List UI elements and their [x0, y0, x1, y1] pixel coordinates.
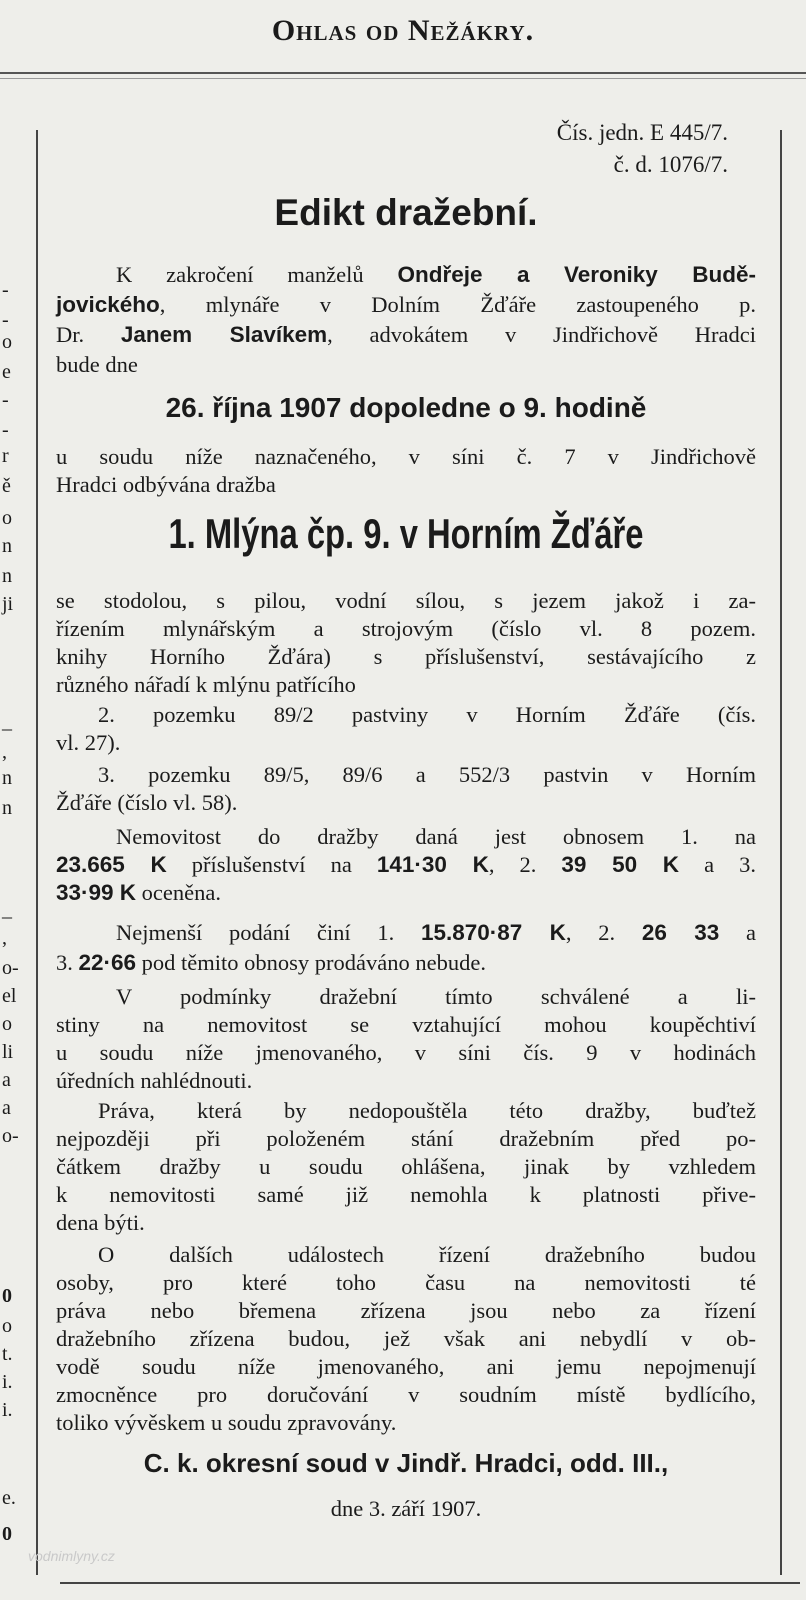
margin-fragment: n — [2, 565, 12, 587]
item-1-line-1: se stodolou, s pilou, vodní sílou, s jezem jakož i za- — [56, 588, 756, 613]
conditions-line-4: úředních nahlédnouti. — [56, 1068, 253, 1093]
margin-fragment: - — [2, 389, 9, 411]
item-1-heading: 1. Mlýna čp. 9. v Horním Žďáře — [168, 510, 644, 557]
margin-fragment: i. — [2, 1371, 13, 1393]
margin-fragment: 0 — [2, 1523, 12, 1545]
margin-fragment: n — [2, 767, 12, 789]
column-rule-right — [780, 130, 782, 1575]
margin-fragment: ji — [2, 593, 14, 615]
margin-fragment: 0 — [2, 1285, 12, 1307]
intro-line-1: K zakročení manželů Ondřeje a Veroniky Budě- — [116, 262, 756, 287]
venue-line-2: Hradci odbývána dražba — [56, 472, 276, 497]
rights-line-3: čátkem dražby u soudu ohlášena, jinak by vzhledem — [56, 1154, 756, 1179]
issuing-court: C. k. okresní soud v Jindř. Hradci, odd. III., — [143, 1448, 669, 1478]
margin-fragment: r — [2, 445, 9, 467]
conditions-line-1: V podmínky dražební tímto schválené a li- — [116, 984, 756, 1009]
venue-line-1: u soudu níže naznačeného, v síni č. 7 v Jindřichově — [56, 444, 756, 469]
footer-rule — [60, 1582, 800, 1584]
conditions-line-3: u soudu níže jmenovaného, v síni čís. 9 v hodinách — [56, 1040, 756, 1065]
margin-fragment: o — [2, 331, 12, 353]
auction-date: 26. října 1907 dopoledne o 9. hodině — [165, 392, 647, 423]
intro-line-3: Dr. Janem Slavíkem, advokátem v Jindřichově Hradci — [56, 322, 756, 347]
further-line-6: zmocněnce pro doručování v soudním místě bydlícího, — [56, 1382, 756, 1407]
minimum-bid-line-2: 3. 22·66 pod těmito obnosy prodáváno nebude. — [56, 950, 486, 975]
valuation-line-2: 23.665 K příslušenství na 141·30 K, 2. 39 50 K a 3. — [56, 852, 756, 877]
margin-fragment: ě — [2, 475, 11, 497]
rights-line-4: k nemovitosti samé již nemohla k platnosti přive- — [56, 1182, 756, 1207]
further-line-7: toliko vývěskem u soudu zpravovány. — [56, 1410, 397, 1435]
margin-fragment: , — [2, 741, 7, 763]
masthead: Ohlas od Nežákry. — [271, 14, 535, 47]
minimum-bid-line-1: Nejmenší podání činí 1. 15.870·87 K, 2. 26 33 a — [116, 920, 756, 945]
margin-fragment: _ — [2, 711, 12, 733]
rights-line-1: Práva, která by nedopouštěla této dražby, buďtež — [98, 1098, 756, 1123]
further-line-3: práva nebo břemena zřízena jsou nebo za řízení — [56, 1298, 756, 1323]
header-rule — [0, 72, 806, 74]
edict-title: Edikt dražební. — [274, 192, 538, 233]
margin-fragment: a — [2, 1069, 11, 1091]
further-line-4: dražebního zřízena budou, jež však ani nebydlí v ob- — [56, 1326, 756, 1351]
header-rule-thin — [0, 78, 806, 79]
margin-fragment: a — [2, 1097, 11, 1119]
item-2-line-2: vl. 27). — [56, 730, 121, 755]
margin-fragment: n — [2, 797, 12, 819]
intro-line-2: jovického, mlynáře v Dolním Žďáře zastoupeného p. — [56, 292, 756, 317]
margin-fragment: - — [2, 309, 9, 331]
item-2-line-1: 2. pozemku 89/2 pastviny v Horním Žďáře (čís. — [98, 702, 756, 727]
margin-fragment: , — [2, 927, 7, 949]
margin-fragment: o — [2, 1013, 12, 1035]
signature-date: dne 3. září 1907. — [330, 1496, 482, 1521]
reference-number: Čís. jedn. E 445/7. — [556, 120, 728, 145]
margin-fragment: li — [2, 1041, 14, 1063]
margin-fragment: - — [2, 279, 9, 301]
margin-fragment: - — [2, 419, 9, 441]
margin-fragment: e — [2, 361, 11, 383]
item-1-line-4: různého nářadí k mlýnu patřícího — [56, 672, 356, 697]
conditions-line-2: stiny na nemovitost se vztahující mohou koupěchtiví — [56, 1012, 756, 1037]
margin-fragment: n — [2, 535, 12, 557]
item-3-line-2: Žďáře (číslo vl. 58). — [56, 790, 238, 815]
item-3-line-1: 3. pozemku 89/5, 89/6 a 552/3 pastvin v Horním — [98, 762, 756, 787]
margin-fragment: o- — [2, 1125, 19, 1147]
margin-fragment: o- — [2, 957, 19, 979]
rights-line-5: dena býti. — [56, 1210, 145, 1235]
column-rule-left — [36, 130, 38, 1575]
rights-line-2: nejpozději při položeném stání dražebním před po- — [56, 1126, 756, 1151]
intro-line-4: bude dne — [56, 352, 138, 377]
valuation-line-3: 33·99 K oceněna. — [56, 880, 221, 905]
further-line-2: osoby, pro které toho času na nemovitosti té — [56, 1270, 756, 1295]
margin-fragment: e. — [2, 1487, 16, 1509]
reference-subnumber: č. d. 1076/7. — [613, 152, 728, 177]
margin-fragment: el — [2, 985, 17, 1007]
item-1-line-3: knihy Horního Žďára) s příslušenství, sestávajícího z — [56, 644, 756, 669]
margin-fragment: o — [2, 1315, 12, 1337]
watermark: vodnimlyny.cz — [28, 1548, 115, 1564]
margin-fragment: o — [2, 507, 12, 529]
item-1-line-2: řízením mlynářským a strojovým (číslo vl. 8 pozem. — [56, 616, 756, 641]
valuation-line-1: Nemovitost do dražby daná jest obnosem 1. na — [116, 824, 756, 849]
further-line-1: O dalších událostech řízení dražebního budou — [98, 1242, 756, 1267]
further-line-5: vodě soudu níže jmenovaného, ani jemu nepojmenují — [56, 1354, 756, 1379]
margin-fragment: i. — [2, 1399, 13, 1421]
margin-fragment: t. — [2, 1343, 13, 1365]
margin-fragment: _ — [2, 899, 12, 921]
